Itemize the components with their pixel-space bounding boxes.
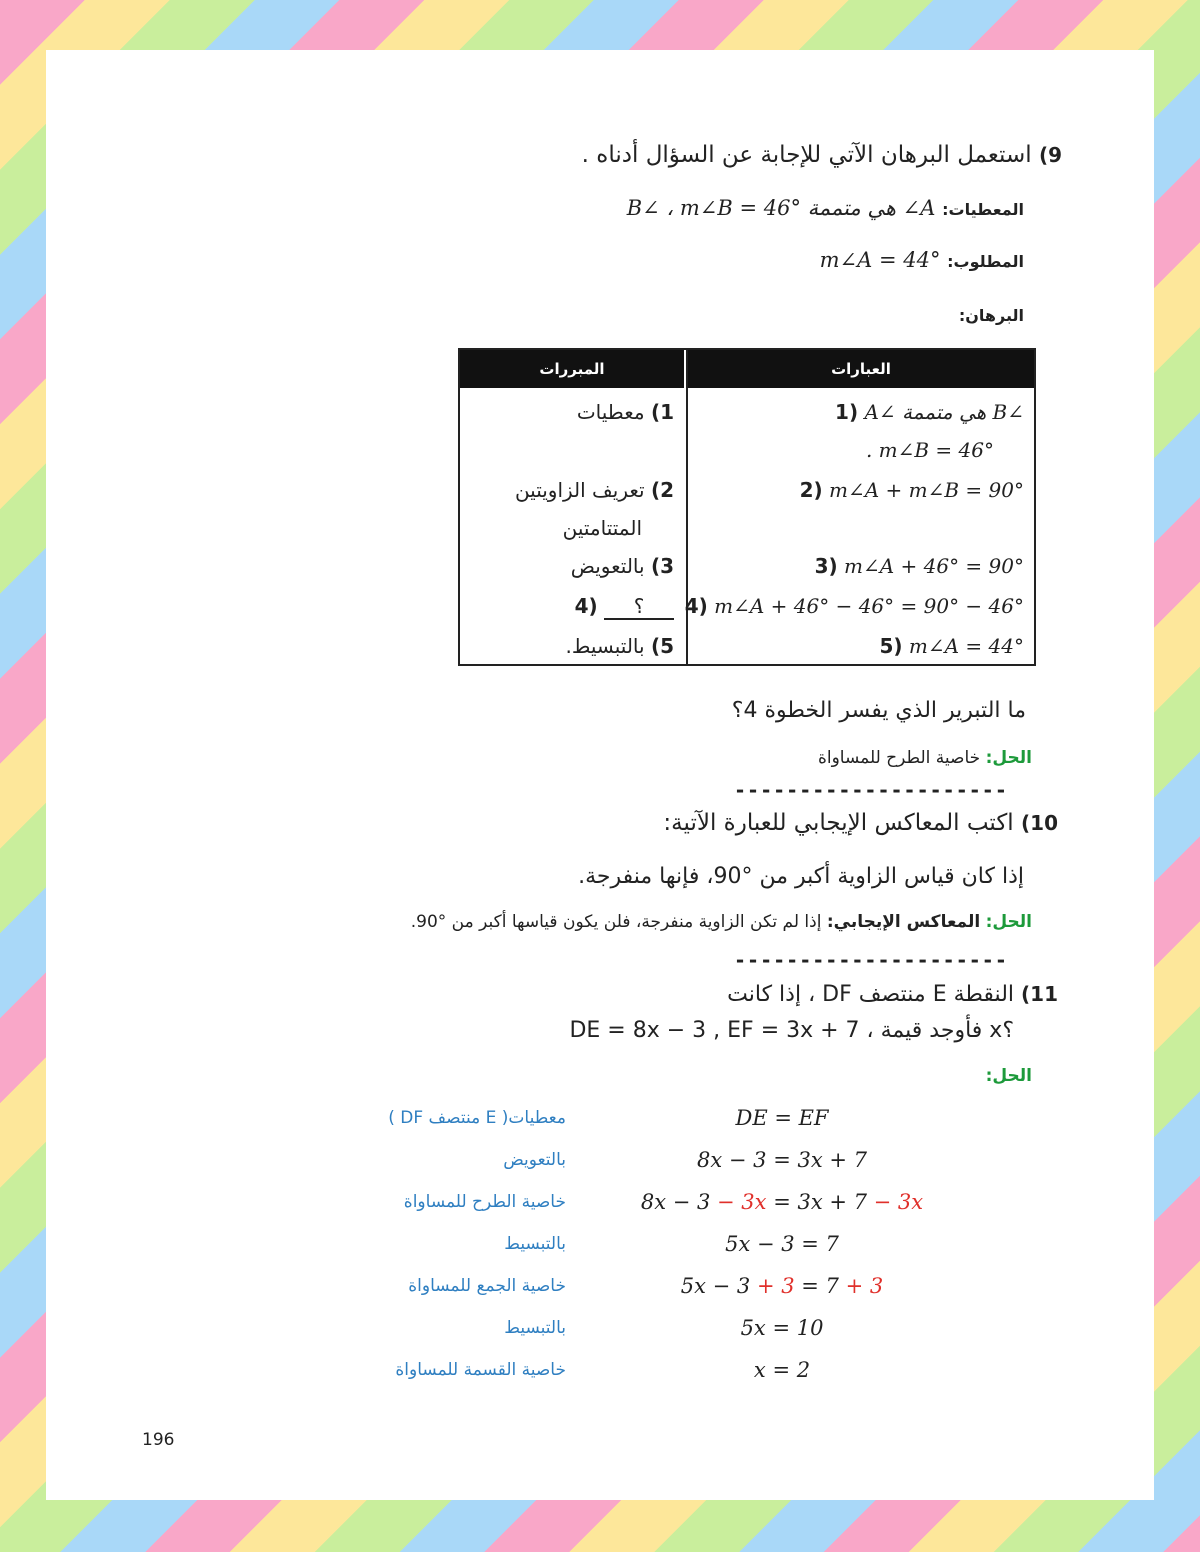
q9-required-line (324, 248, 1024, 272)
step-2-reason: بالتعويض (503, 1150, 566, 1170)
q9-solution-text: خاصية الطرح للمساواة (817, 748, 981, 768)
q10-number: 10) (1021, 811, 1058, 835)
step-3-part-a: 8x − 3 (640, 1190, 718, 1214)
step-1-equation: DE = EF (735, 1106, 829, 1130)
statement-5-num: 5) (879, 634, 903, 658)
q10-solution (411, 912, 1032, 932)
proof-table (458, 348, 1036, 666)
reason-1-text: معطيات (576, 400, 645, 424)
step-5-red-1: + 3 (756, 1274, 795, 1298)
q10-prompt: اكتب المعاكس الإيجابي للعبارة الآتية: (663, 810, 1014, 836)
step-3-red-2: − 3x (873, 1190, 924, 1214)
step-5-reason: خاصية الجمع للمساواة (408, 1276, 566, 1296)
q11-number: 11) (1021, 982, 1058, 1006)
reason-3-text: بالتعويض (570, 554, 645, 578)
q9-prompt: استعمل البرهان الآتي للإجابة عن السؤال أدناه . (581, 142, 1032, 168)
statement-1-text: A∠ هي متممة B∠ (864, 400, 1024, 424)
header-statements: العبارات (688, 350, 1034, 388)
q9-question: ما التبرير الذي يفسر الخطوة 4؟ (731, 698, 1026, 723)
statement-3 (815, 554, 1024, 578)
reason-2 (515, 478, 674, 502)
statement-3-num: 3) (814, 554, 838, 578)
step-3-red-1: − 3x (717, 1190, 767, 1214)
step-5-part-a: 5x − 3 (680, 1274, 757, 1298)
q11-solution-label: الحل: (985, 1066, 1032, 1086)
statement-5-text: m∠A = 44° (908, 634, 1024, 658)
step-2-equation: 8x − 3 = 3x + 7 (697, 1148, 867, 1172)
reason-4-num: 4) (574, 594, 598, 618)
q10-statement: إذا كان قياس الزاوية أكبر من °90، فإنها منفرجة. (578, 864, 1024, 889)
step-1-reason: معطيات( E منتصف DF ) (388, 1108, 566, 1128)
step-6-equation: 5x = 10 (740, 1316, 824, 1340)
statement-4-text: m∠A + 46° − 46° = 90° − 46° (714, 594, 1024, 618)
q10-solution-label: الحل: (985, 912, 1032, 932)
q10-prompt-line (663, 810, 1058, 836)
statement-3-text: m∠A + 46° = 90° (843, 554, 1024, 578)
statement-2 (800, 478, 1024, 502)
step-5-red-2: + 3 (845, 1274, 884, 1298)
q9-solution-label: الحل: (985, 748, 1032, 768)
statement-2-text: m∠A + m∠B = 90° (829, 478, 1024, 502)
reason-2-num: 2) (650, 478, 674, 502)
statement-4-num: 4) (684, 594, 708, 618)
statement-1-line2: . m∠B = 46° (865, 438, 994, 462)
q9-given-text: A∠ هي متممة B∠ ، m∠B = 46° (626, 196, 936, 220)
q9-required-label: المطلوب: (947, 252, 1024, 271)
step-3-reason: خاصية الطرح للمساواة (403, 1192, 566, 1212)
statement-1 (835, 400, 1024, 424)
page-number: 196 (142, 1430, 175, 1450)
reason-5 (566, 634, 674, 658)
q9-number: 9) (1038, 143, 1062, 167)
q11-line2: DE = 8x − 3 , EF = 3x + 7 ، فأوجد قيمة x؟ (569, 1018, 1014, 1043)
reason-1-num: 1) (650, 400, 674, 424)
reason-3-num: 3) (650, 554, 674, 578)
step-3-equation (602, 1190, 962, 1214)
reason-5-text: بالتبسيط. (565, 634, 645, 658)
step-5-part-b: = 7 (794, 1274, 846, 1298)
q9-prompt-line (362, 142, 1062, 168)
step-7-reason: خاصية القسمة للمساواة (395, 1360, 566, 1380)
q9-solution (818, 748, 1032, 768)
step-3-part-b: = 3x + 7 (766, 1190, 874, 1214)
step-7-equation: x = 2 (753, 1358, 811, 1382)
step-4-reason: بالتبسيط (504, 1234, 566, 1254)
q9-given-label: المعطيات: (942, 200, 1024, 219)
reason-5-num: 5) (650, 634, 674, 658)
separator-1: --------------------- (734, 778, 1008, 802)
statement-1-num: 1) (835, 400, 859, 424)
statement-5 (879, 634, 1024, 658)
q9-proof-label: البرهان: (958, 306, 1024, 325)
header-reasons: المبررات (460, 350, 684, 388)
q9-required-text: m∠A = 44° (819, 248, 941, 272)
q10-answer-text: إذا لم تكن الزاوية منفرجة، فلن يكون قياسها أكبر من °90. (410, 912, 822, 932)
worksheet-page (46, 50, 1154, 1500)
q9-given-line (324, 196, 1024, 220)
q10-answer-label: المعاكس الإيجابي: (826, 912, 981, 932)
step-6-reason: بالتبسيط (504, 1318, 566, 1338)
reason-4 (575, 594, 674, 620)
reason-2-text: تعريف الزاويتين (514, 478, 645, 502)
separator-2: --------------------- (734, 948, 1008, 972)
step-5-equation (602, 1274, 962, 1298)
q11-text-1: النقطة E منتصف DF ، إذا كانت (727, 982, 1015, 1007)
step-4-equation: 5x − 3 = 7 (725, 1232, 839, 1256)
q11-line1 (727, 982, 1058, 1007)
statement-4 (685, 594, 1024, 618)
reason-4-blank: ؟ (604, 594, 674, 620)
reason-1 (577, 400, 674, 424)
reason-2-line2: المتتامتين (562, 516, 642, 540)
reason-3 (571, 554, 674, 578)
statement-2-num: 2) (799, 478, 823, 502)
